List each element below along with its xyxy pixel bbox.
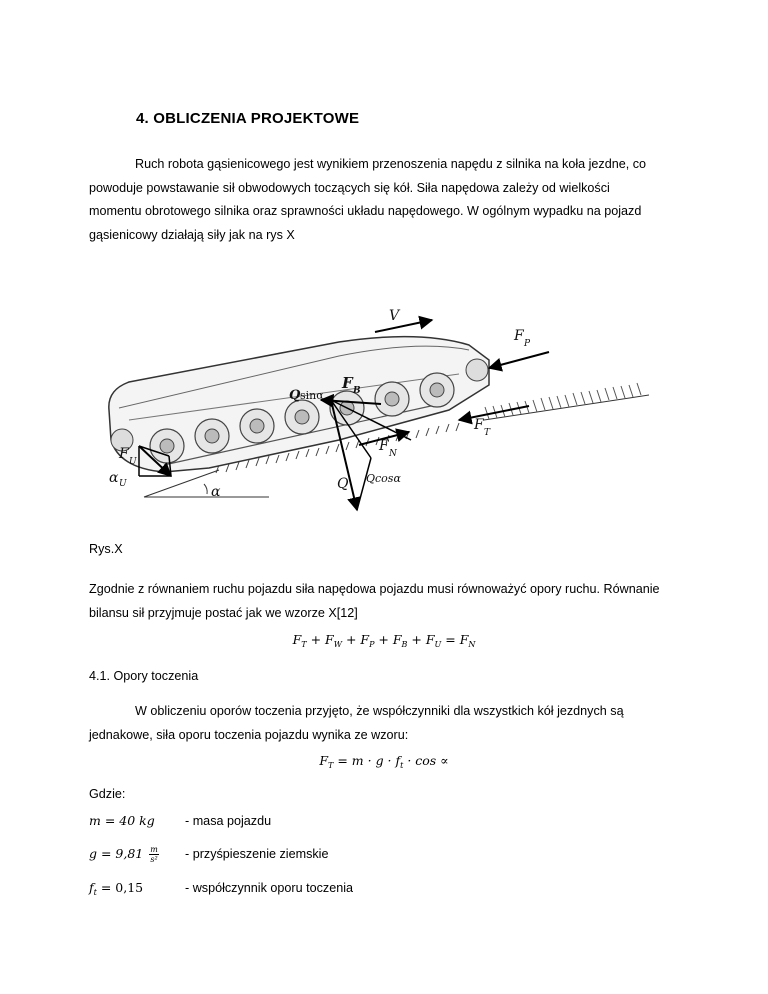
- tracked-vehicle-force-diagram: [89, 290, 649, 520]
- fb-label: F: [342, 374, 353, 392]
- balance-paragraph: [89, 578, 679, 625]
- qcos-label: Qcosα: [366, 472, 401, 485]
- rolling-paragraph: [89, 700, 679, 747]
- ft-subscript: T: [484, 428, 491, 438]
- rolling-coefficient-description: - współczynnik oporu toczenia: [185, 881, 353, 895]
- mass-definition: m = 40 kg: [89, 813, 155, 828]
- intro-line: gąsienicowy działają siły jak na rys X: [89, 227, 295, 242]
- intro-line: powoduje powstawanie sił obwodowych toczących się kół. Siła napędowa zależy od wielkości: [89, 180, 610, 195]
- fu-subscript: U: [129, 457, 137, 467]
- alpha-u-label: α: [109, 470, 119, 486]
- ft-label: F: [474, 417, 484, 433]
- subsection-title: 4.1. Opory toczenia: [89, 669, 199, 683]
- fb-subscript: B: [353, 386, 361, 396]
- gravity-description: - przyśpieszenie ziemskie: [185, 847, 329, 861]
- gravity-definition: g = 9,81 $\frac{m}{\text{s²}}$: [89, 845, 158, 864]
- fp-subscript: P: [524, 339, 531, 349]
- fn-subscript: N: [389, 449, 397, 459]
- section-heading: 4. OBLICZENIA PROJEKTOWE: [136, 110, 360, 127]
- mass-description: - masa pojazdu: [185, 814, 272, 828]
- intro-paragraph: [89, 153, 679, 247]
- force-balance-equation: $F_T + F_W + F_P + F_B + F_U = F_N$: [292, 632, 476, 649]
- fp-label: F: [514, 328, 524, 344]
- rolling-line: jednakowe, siła oporu toczenia pojazdu wynika ze wzoru:: [89, 727, 409, 742]
- figure-caption: Rys.X: [89, 542, 123, 556]
- intro-line: momentu obrotowego silnika oraz sprawności układu napędowego. W ogólnym wypadku na pojazd: [89, 204, 642, 219]
- alpha-label: α: [211, 484, 221, 500]
- rolling-coefficient-definition: $f_t = 0,15$: [89, 880, 144, 897]
- q-label: Q: [337, 476, 349, 492]
- fn-label: F: [379, 438, 389, 454]
- alpha-u-subscript: U: [119, 479, 127, 489]
- rolling-line: W obliczeniu oporów toczenia przyjęto, że współczynniki dla wszystkich kół jezdnych są: [135, 704, 624, 718]
- qsin-label: Q: [289, 388, 301, 403]
- where-label: Gdzie:: [89, 787, 126, 801]
- rolling-resistance-equation: $F_T = m \cdot g \cdot f_t \cdot \cos$ ∝: [319, 753, 449, 770]
- intro-line: Ruch robota gąsienicowego jest wynikiem przenoszenia napędu z silnika na koła jezdne, co: [135, 157, 647, 171]
- ground-hatching-right: [484, 383, 649, 420]
- velocity-label: V: [389, 308, 400, 324]
- balance-line: bilansu sił przyjmuje postać jak we wzorze X[12]: [89, 605, 358, 620]
- qsin-rest: sinα: [300, 389, 324, 402]
- balance-line: Zgodnie z równaniem ruchu pojazdu siła napędowa pojazdu musi równoważyć opory ruchu. Równanie: [89, 582, 660, 596]
- fu-label: F: [119, 446, 129, 462]
